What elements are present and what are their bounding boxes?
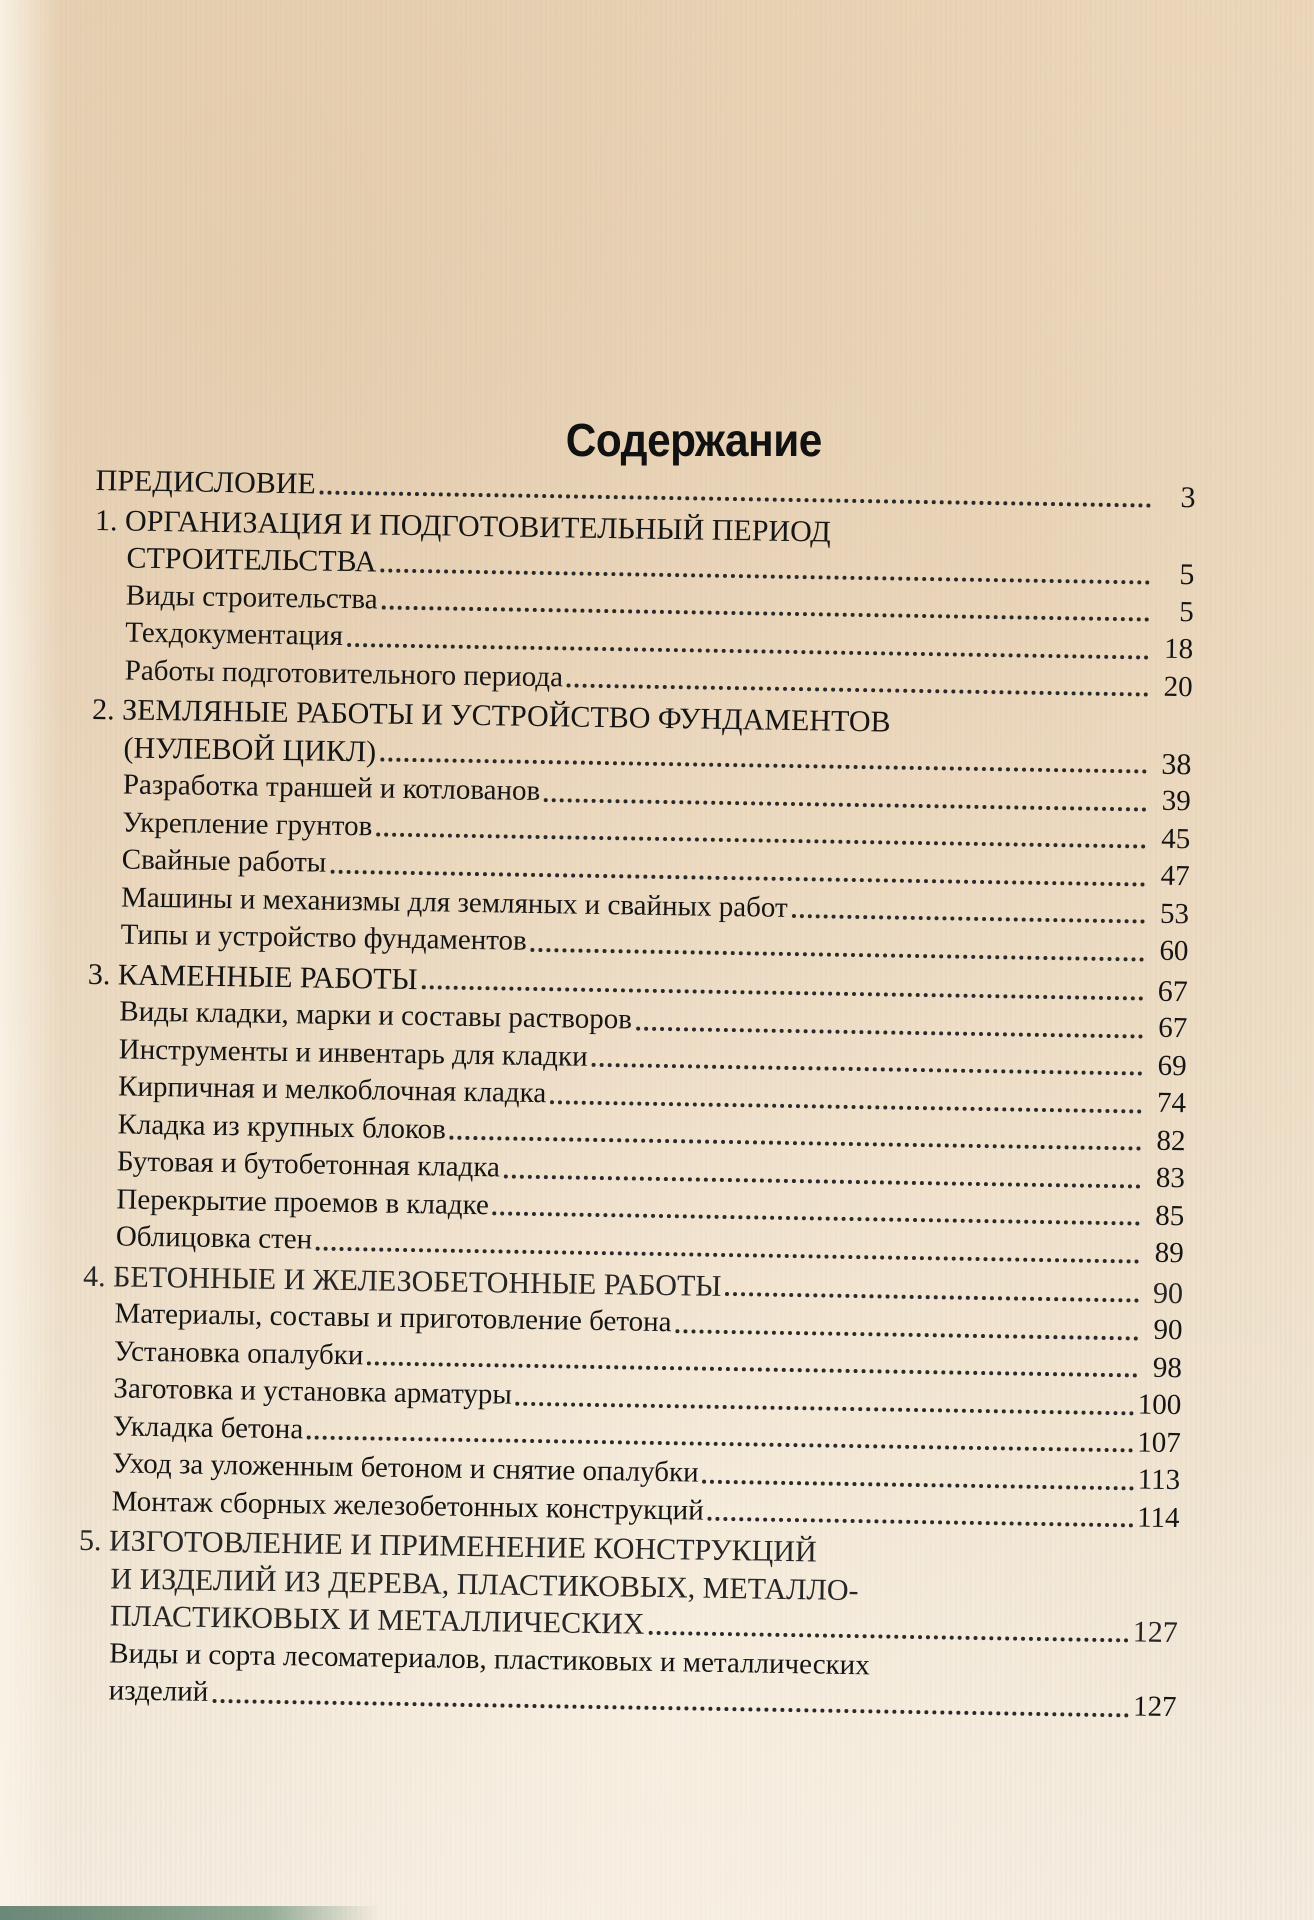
toc-page-number: 83 <box>1155 1161 1186 1195</box>
leader-dots <box>550 1100 1142 1113</box>
toc-chapter-3 <box>84 955 1189 1272</box>
toc-page-number: 53 <box>1159 897 1190 930</box>
toc-entry-label: Виды и сорта лесоматериалов, пластиковых и металлических <box>109 1636 870 1681</box>
toc-entry-label: Укладка бетона <box>112 1409 304 1445</box>
leader-dots <box>450 1136 1142 1151</box>
toc-page-number: 107 <box>1136 1425 1181 1459</box>
toc-page-number: 74 <box>1156 1086 1187 1120</box>
toc-page-number: 18 <box>1163 632 1194 666</box>
table-of-contents <box>76 462 1195 1727</box>
leader-dots <box>380 568 1150 584</box>
toc-page-number: 85 <box>1155 1199 1185 1232</box>
toc-entry-label: Работы подготовительного периода <box>124 653 564 693</box>
toc-page-number: 5 <box>1179 595 1195 628</box>
leader-dots <box>493 1211 1140 1225</box>
chapter-title-text: СТРОИТЕЛЬСТВА <box>126 541 377 579</box>
toc-entry-label: Свайные работы <box>121 843 327 879</box>
toc-entry-label: Инструменты и инвентарь для кладки <box>118 1032 588 1073</box>
toc-page-number: 20 <box>1163 670 1193 703</box>
toc-page-number: 127 <box>1132 1615 1179 1650</box>
leader-dots <box>531 947 1145 961</box>
leader-dots <box>636 1026 1143 1038</box>
toc-entry-label: Кладка из крупных блоков <box>117 1107 447 1146</box>
toc-entry-label: Перекрытие проемов в кладке <box>116 1182 490 1221</box>
toc-entry-label: Типы и устройство фундаментов <box>120 918 527 957</box>
toc-page-number: 69 <box>1157 1049 1187 1082</box>
toc-entry-label: Техдокументация <box>125 616 344 652</box>
toc-page-number: 100 <box>1137 1388 1182 1422</box>
toc-chapter-4 <box>79 1257 1183 1537</box>
leader-dots <box>792 914 1145 924</box>
leader-dots <box>376 832 1146 848</box>
leader-dots <box>544 798 1147 811</box>
chapter-number: 2. <box>91 692 115 727</box>
toc-entry-label: Облицовка стен <box>115 1220 313 1256</box>
chapter-title-text: (НУЛЕВОЙ ЦИКЛ) <box>123 730 377 768</box>
page-title: Содержание <box>565 413 822 466</box>
chapter-number: 3. <box>87 957 111 991</box>
leader-dots <box>567 683 1149 696</box>
chapter-title-text: ОРГАНИЗАЦИЯ И ПОДГОТОВИТЕЛЬНЫЙ ПЕРИОД <box>124 503 832 549</box>
chapter-number: 5. <box>78 1523 102 1558</box>
leader-dots <box>516 1401 1134 1415</box>
toc-entry-label: ПРЕДИСЛОВИЕ <box>95 463 317 501</box>
leader-dots <box>380 757 1147 773</box>
toc-page-number: 47 <box>1160 859 1190 893</box>
toc-entry-label: Уход за уложенным бетоном и снятие опалубки <box>112 1447 699 1489</box>
chapter-title-text: И ИЗДЕЛИЙ ИЗ ДЕРЕВА, ПЛАСТИКОВЫХ, МЕТАЛЛО- <box>110 1561 859 1607</box>
toc-page-number: 60 <box>1159 934 1189 968</box>
leader-dots <box>320 490 1152 507</box>
chapter-title-text: ПЛАСТИКОВЫХ И МЕТАЛЛИЧЕСКИХ <box>109 1599 645 1641</box>
toc-entry-label: Заготовка и установка арматуры <box>113 1372 513 1411</box>
toc-page-number: 39 <box>1161 784 1192 818</box>
toc-entry-label: Виды строительства <box>125 578 378 615</box>
toc-entry-label: изделий <box>108 1674 209 1708</box>
leader-dots <box>212 1698 1129 1716</box>
leader-dots <box>708 1517 1133 1528</box>
leader-dots <box>316 1246 1140 1263</box>
chapter-number: 4. <box>82 1259 106 1293</box>
toc-page-number: 3 <box>1180 481 1196 515</box>
toc-page-number: 67 <box>1157 974 1189 1008</box>
leader-dots <box>504 1174 1141 1188</box>
toc-page-number: 98 <box>1152 1351 1183 1384</box>
leader-dots <box>367 1361 1138 1377</box>
toc-page-number: 114 <box>1136 1500 1180 1534</box>
toc-chapter-2 <box>88 691 1192 971</box>
leader-dots <box>675 1329 1138 1340</box>
toc-page-number: 113 <box>1137 1463 1181 1497</box>
chapter-title-text: БЕТОННЫЕ И ЖЕЛЕЗОБЕТОННЫЕ РАБОТЫ <box>112 1259 722 1303</box>
toc-entry-label: Материалы, составы и приготовление бетона <box>114 1297 672 1339</box>
page-edge-shadow <box>0 0 60 1920</box>
toc-page-number: 82 <box>1156 1124 1186 1157</box>
toc-entry-label: Установка опалубки <box>113 1334 364 1371</box>
toc-page-number: 38 <box>1161 747 1192 781</box>
leader-dots <box>421 985 1143 1000</box>
toc-entry-label: Машины и механизмы для земляных и свайных работ <box>120 880 788 924</box>
toc-page-number: 89 <box>1154 1236 1184 1270</box>
toc-page-number: 90 <box>1152 1276 1184 1310</box>
toc-page-number: 90 <box>1153 1313 1183 1347</box>
toc-page-number: 5 <box>1179 558 1195 592</box>
leader-dots <box>592 1063 1143 1076</box>
toc-entry-label: Бутовая и бутобетонная кладка <box>116 1145 501 1184</box>
leader-dots <box>702 1479 1133 1490</box>
leader-dots <box>381 606 1149 622</box>
chapter-title-text: ИЗГОТОВЛЕНИЕ И ПРИМЕНЕНИЕ КОНСТРУКЦИЙ <box>108 1524 817 1569</box>
chapter-title-text: ЗЕМЛЯНЫЕ РАБОТЫ И УСТРОЙСТВО ФУНДАМЕНТОВ <box>121 693 891 739</box>
toc-entry-label: Разработка траншей и котлованов <box>122 768 541 808</box>
toc-entry-label: Виды кладки, марки и составы растворов <box>119 995 633 1036</box>
leader-dots <box>725 1292 1139 1302</box>
toc-chapter-5 <box>76 1522 1179 1727</box>
toc-entry-label: Кирпичная и мелкоблочная кладка <box>117 1070 547 1110</box>
chapter-number: 1. <box>94 503 118 537</box>
chapter-title-text: КАМЕННЫЕ РАБОТЫ <box>117 957 418 996</box>
toc-page-number: 127 <box>1132 1690 1177 1724</box>
toc-entry-label: Укрепление грунтов <box>122 805 373 842</box>
toc-chapter-1 <box>92 501 1195 706</box>
toc-page-number: 45 <box>1160 822 1191 855</box>
scan-edge-strip <box>0 1906 380 1920</box>
leader-dots <box>648 1630 1128 1642</box>
toc-page-number: 67 <box>1157 1011 1188 1045</box>
chapter-title-line <box>88 955 418 998</box>
toc-entry-label: Монтаж сборных железобетонных конструкций <box>111 1484 704 1527</box>
